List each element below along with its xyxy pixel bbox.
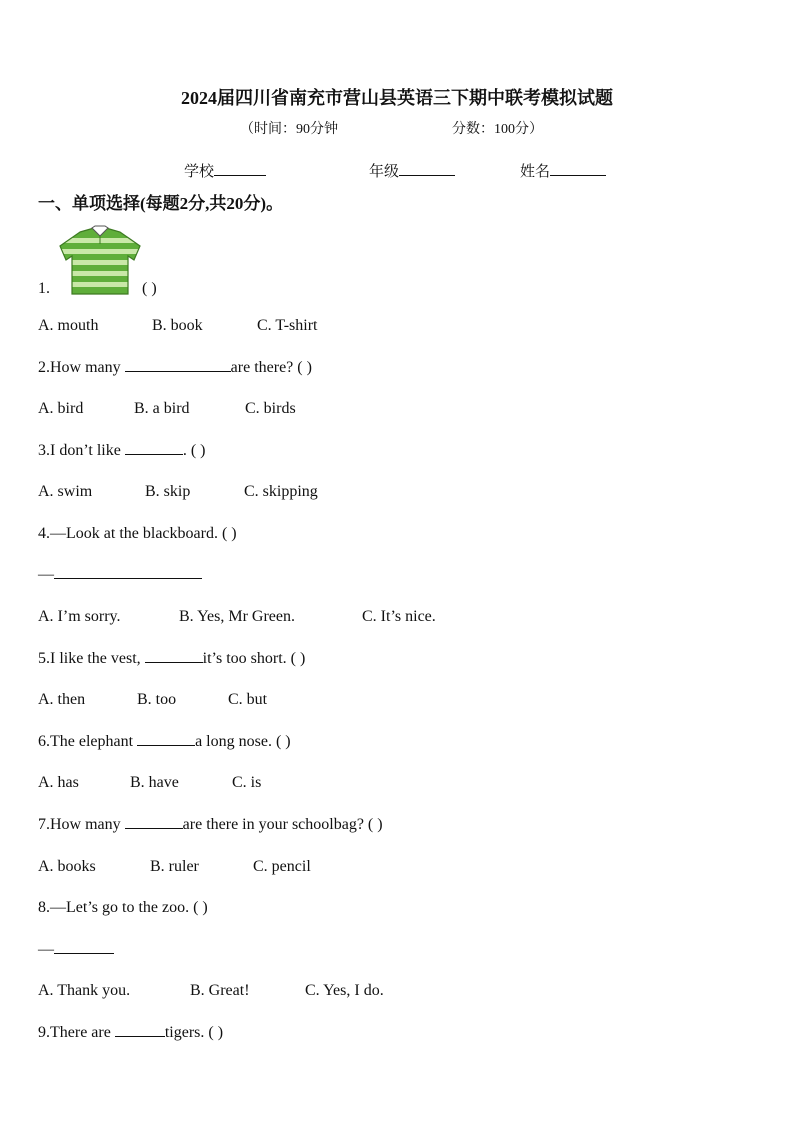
section-title: 一、单项选择(每题2分,共20分)。	[38, 194, 284, 213]
option-a[interactable]: A. I’m sorry.	[38, 608, 121, 625]
question-8: 8.—Let’s go to the zoo. ( )	[38, 899, 208, 916]
question-6-stem-end: a long nose. ( )	[195, 733, 291, 750]
option-b[interactable]: B. skip	[145, 483, 191, 500]
question-2-options	[38, 398, 296, 420]
school-field	[184, 160, 266, 181]
question-1-options	[38, 315, 317, 337]
school-blank[interactable]	[214, 161, 266, 176]
question-6	[38, 731, 291, 753]
question-5-blank[interactable]	[145, 648, 203, 663]
option-b[interactable]: B. ruler	[150, 858, 199, 875]
question-6-stem: 6.The elephant	[38, 733, 138, 750]
question-7	[38, 814, 383, 836]
option-c[interactable]: C. is	[232, 774, 262, 791]
option-a[interactable]: A. has	[38, 774, 79, 791]
question-1-answer-paren[interactable]: ( )	[142, 280, 157, 297]
option-a[interactable]: A. mouth	[38, 317, 99, 334]
option-b[interactable]: B. Yes, Mr Green.	[179, 608, 295, 625]
page-title: 2024届四川省南充市营山县英语三下期中联考模拟试题	[181, 88, 613, 108]
question-1-number: 1.	[38, 280, 50, 297]
question-4-reply	[38, 564, 202, 586]
exam-time: （时间：90分钟	[240, 122, 338, 137]
question-2-blank[interactable]	[125, 357, 231, 372]
reply-dash: —	[38, 566, 54, 583]
option-c[interactable]: C. It’s nice.	[362, 608, 436, 625]
question-3-options	[38, 481, 318, 503]
question-9-stem-end: tigers. ( )	[164, 1024, 224, 1041]
option-b[interactable]: B. too	[137, 691, 177, 708]
name-label: 姓名	[520, 164, 551, 180]
option-a[interactable]: A. books	[38, 858, 96, 875]
grade-blank[interactable]	[399, 161, 455, 176]
exam-score: 分数：100分）	[452, 122, 543, 137]
question-2-stem: 2.How many	[38, 359, 125, 376]
question-7-stem-end: are there in your schoolbag? ( )	[182, 816, 383, 833]
school-label: 学校	[184, 164, 215, 180]
question-9	[38, 1022, 223, 1044]
question-4: 4.—Look at the blackboard. ( )	[38, 525, 237, 542]
name-blank[interactable]	[550, 161, 606, 176]
question-7-stem: 7.How many	[38, 816, 125, 833]
question-8-reply	[38, 939, 114, 961]
option-b[interactable]: B. Great!	[190, 982, 250, 999]
grade-field	[369, 160, 455, 181]
reply-dash: —	[38, 941, 54, 958]
question-2	[38, 357, 312, 379]
question-7-options	[38, 856, 311, 878]
question-5-stem-end: it’s too short. ( )	[202, 650, 306, 667]
grade-label: 年级	[369, 164, 400, 180]
question-1	[38, 278, 157, 300]
option-c[interactable]: C. but	[228, 691, 268, 708]
question-5	[38, 648, 305, 670]
option-b[interactable]: B. have	[130, 774, 179, 791]
option-c[interactable]: C. skipping	[244, 483, 318, 500]
option-c[interactable]: C. T-shirt	[257, 317, 318, 334]
option-c[interactable]: C. pencil	[253, 858, 311, 875]
option-b[interactable]: B. book	[152, 317, 203, 334]
question-2-stem-end: are there? ( )	[230, 359, 312, 376]
question-3-blank[interactable]	[125, 440, 183, 455]
question-5-options	[38, 689, 267, 711]
question-7-blank[interactable]	[125, 814, 183, 829]
question-5-stem: 5.I like the vest,	[38, 650, 145, 667]
question-6-options	[38, 772, 261, 794]
question-9-stem: 9.There are	[38, 1024, 115, 1041]
option-b[interactable]: B. a bird	[134, 400, 190, 417]
question-8-blank[interactable]	[54, 939, 114, 954]
question-8-options	[38, 980, 384, 1002]
question-6-blank[interactable]	[137, 731, 195, 746]
option-c[interactable]: C. birds	[245, 400, 296, 417]
option-a[interactable]: A. Thank you.	[38, 982, 131, 999]
option-a[interactable]: A. then	[38, 691, 86, 708]
question-4-blank[interactable]	[54, 564, 202, 579]
question-3-stem-end: . ( )	[182, 442, 206, 459]
option-a[interactable]: A. swim	[38, 483, 93, 500]
question-3	[38, 440, 205, 462]
name-field	[520, 160, 606, 181]
question-9-blank[interactable]	[115, 1022, 165, 1037]
option-a[interactable]: A. bird	[38, 400, 84, 417]
option-c[interactable]: C. Yes, I do.	[305, 982, 384, 999]
question-3-stem: 3.I don’t like	[38, 442, 125, 459]
question-4-options	[38, 606, 436, 628]
